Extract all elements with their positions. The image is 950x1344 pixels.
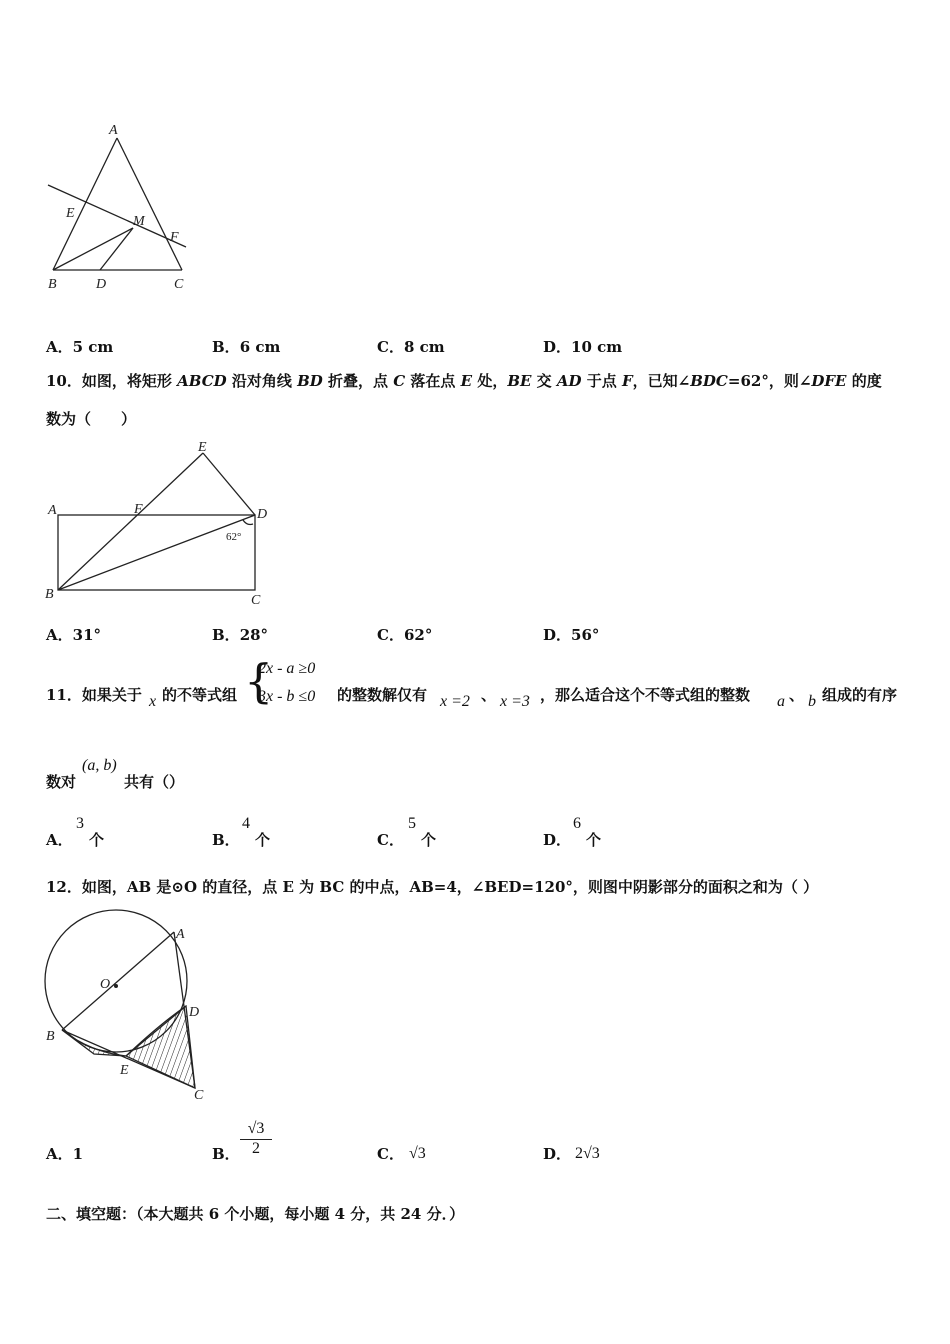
q12-label-c: C	[194, 1088, 204, 1103]
q12-label-e: E	[120, 1063, 129, 1078]
q12-option-b-fraction	[240, 1120, 272, 1158]
q10-segment-be	[58, 453, 203, 590]
q9-side-ac	[117, 138, 182, 270]
q11-option-a-unit: 个	[89, 831, 105, 849]
q10-label-e: E	[198, 440, 207, 455]
q11-var-a: a	[777, 693, 785, 710]
q11-inequality-1: 2x - a ≥0	[258, 660, 316, 677]
q11-solution-2: x =3	[500, 693, 530, 710]
q11-system-brace: {	[244, 654, 274, 708]
q10-option-a[interactable]: A．31°	[46, 626, 102, 644]
q10-angle-label: 62°	[226, 531, 242, 543]
q11-option-d-unit: 个	[586, 831, 602, 849]
q12-option-d-value: 2√3	[575, 1145, 600, 1162]
q11-option-b-num: 4	[242, 815, 250, 832]
q12-option-b-denominator: 2	[252, 1140, 260, 1157]
q11-option-b[interactable]: B．	[212, 831, 240, 849]
q12-option-d[interactable]: D．	[543, 1145, 572, 1163]
q11-solution-1: x =2	[440, 693, 470, 710]
q10-angle-arc	[243, 520, 253, 525]
q9-segment-dm	[100, 228, 133, 270]
q11-option-c[interactable]: C．	[377, 831, 404, 849]
q9-option-c[interactable]: C．8 cm	[377, 338, 445, 356]
section-2-heading: 二、填空题：（本大题共 6 个小题，每小题 4 分，共 24 分．）	[46, 1205, 465, 1223]
q9-option-d[interactable]: D．10 cm	[543, 338, 623, 356]
q10-option-b[interactable]: B．28°	[212, 626, 269, 644]
q12-center-dot	[114, 984, 118, 988]
q12-option-c-value: √3	[409, 1145, 426, 1162]
q9-label-e: E	[66, 206, 75, 221]
q9-side-ab	[53, 138, 117, 270]
q12-circle-figure	[40, 906, 220, 1106]
q12-option-b-numerator: √3	[240, 1120, 272, 1140]
q11-separator-2: 、	[789, 686, 805, 704]
q12-option-c[interactable]: C．	[377, 1145, 404, 1163]
q10-label-c: C	[251, 593, 261, 608]
q9-label-c: C	[174, 277, 184, 292]
q11-option-a[interactable]: A．	[46, 831, 73, 849]
q12-label-d: D	[189, 1005, 200, 1020]
q10-label-f: F	[134, 502, 143, 517]
q11-line2-part2: 共有（）	[124, 773, 185, 791]
q10-label-d: D	[257, 507, 268, 522]
q10-segment-ed	[203, 453, 255, 515]
q9-label-a: A	[109, 123, 118, 138]
q11-text-part4: ，那么适合这个不等式组的整数	[540, 686, 751, 704]
q11-line2-part1: 数对	[46, 773, 77, 791]
q12-label-o: O	[100, 977, 111, 992]
q11-option-c-num: 5	[408, 815, 416, 832]
q10-rectangle-figure	[40, 436, 280, 612]
q12-diameter-ab	[62, 932, 174, 1030]
q11-text-part2: 的不等式组	[162, 686, 238, 704]
q11-var-b: b	[808, 693, 816, 710]
q10-option-d[interactable]: D．56°	[543, 626, 600, 644]
q12-option-a[interactable]: A．1	[46, 1145, 84, 1163]
q12-option-b[interactable]: B．	[212, 1145, 240, 1163]
q10-option-c[interactable]: C．62°	[377, 626, 433, 644]
q11-option-d[interactable]: D．	[543, 831, 572, 849]
q11-inequality-2: 3x - b ≤0	[258, 688, 316, 705]
q10-question-line1: 10．如图，将矩形 ABCD 沿对角线 BD 折叠，点 C 落在点 E 处，BE 交 AD 于点 F，已知∠BDC=62°，则∠DFE 的度	[46, 372, 882, 390]
q9-label-b: B	[48, 277, 57, 292]
q11-option-d-num: 6	[573, 815, 581, 832]
q10-label-b: B	[45, 587, 54, 602]
q12-label-b: B	[46, 1029, 55, 1044]
q9-segment-bm	[53, 228, 133, 270]
q11-ordered-pair: (a, b)	[82, 757, 117, 774]
q9-triangle-figure	[40, 120, 200, 300]
q11-separator-1: 、	[481, 686, 497, 704]
q11-text-part1: 11．如果关于	[46, 686, 142, 704]
q11-option-b-unit: 个	[255, 831, 271, 849]
q11-var-x: x	[149, 693, 157, 710]
q9-option-a[interactable]: A．5 cm	[46, 338, 114, 356]
q10-question-line2: 数为（ ）	[46, 410, 137, 428]
q11-option-c-unit: 个	[421, 831, 437, 849]
q9-label-d: D	[96, 277, 107, 292]
q11-text-part3: 的整数解仅有	[337, 686, 428, 704]
q9-label-m: M	[133, 214, 145, 229]
q10-label-a: A	[48, 503, 57, 518]
q9-label-f: F	[170, 230, 179, 245]
q9-option-b[interactable]: B．6 cm	[212, 338, 281, 356]
q12-label-a: A	[176, 927, 185, 942]
q11-option-a-num: 3	[76, 815, 84, 832]
q11-text-part5: 组成的有序	[822, 686, 898, 704]
q10-diagonal-bd	[58, 515, 255, 590]
q12-question-text: 12．如图，AB 是⊙O 的直径，点 E 为 BC 的中点，AB=4，∠BED=120°，则图中阴影部分的面积之和为（ ）	[46, 878, 819, 896]
